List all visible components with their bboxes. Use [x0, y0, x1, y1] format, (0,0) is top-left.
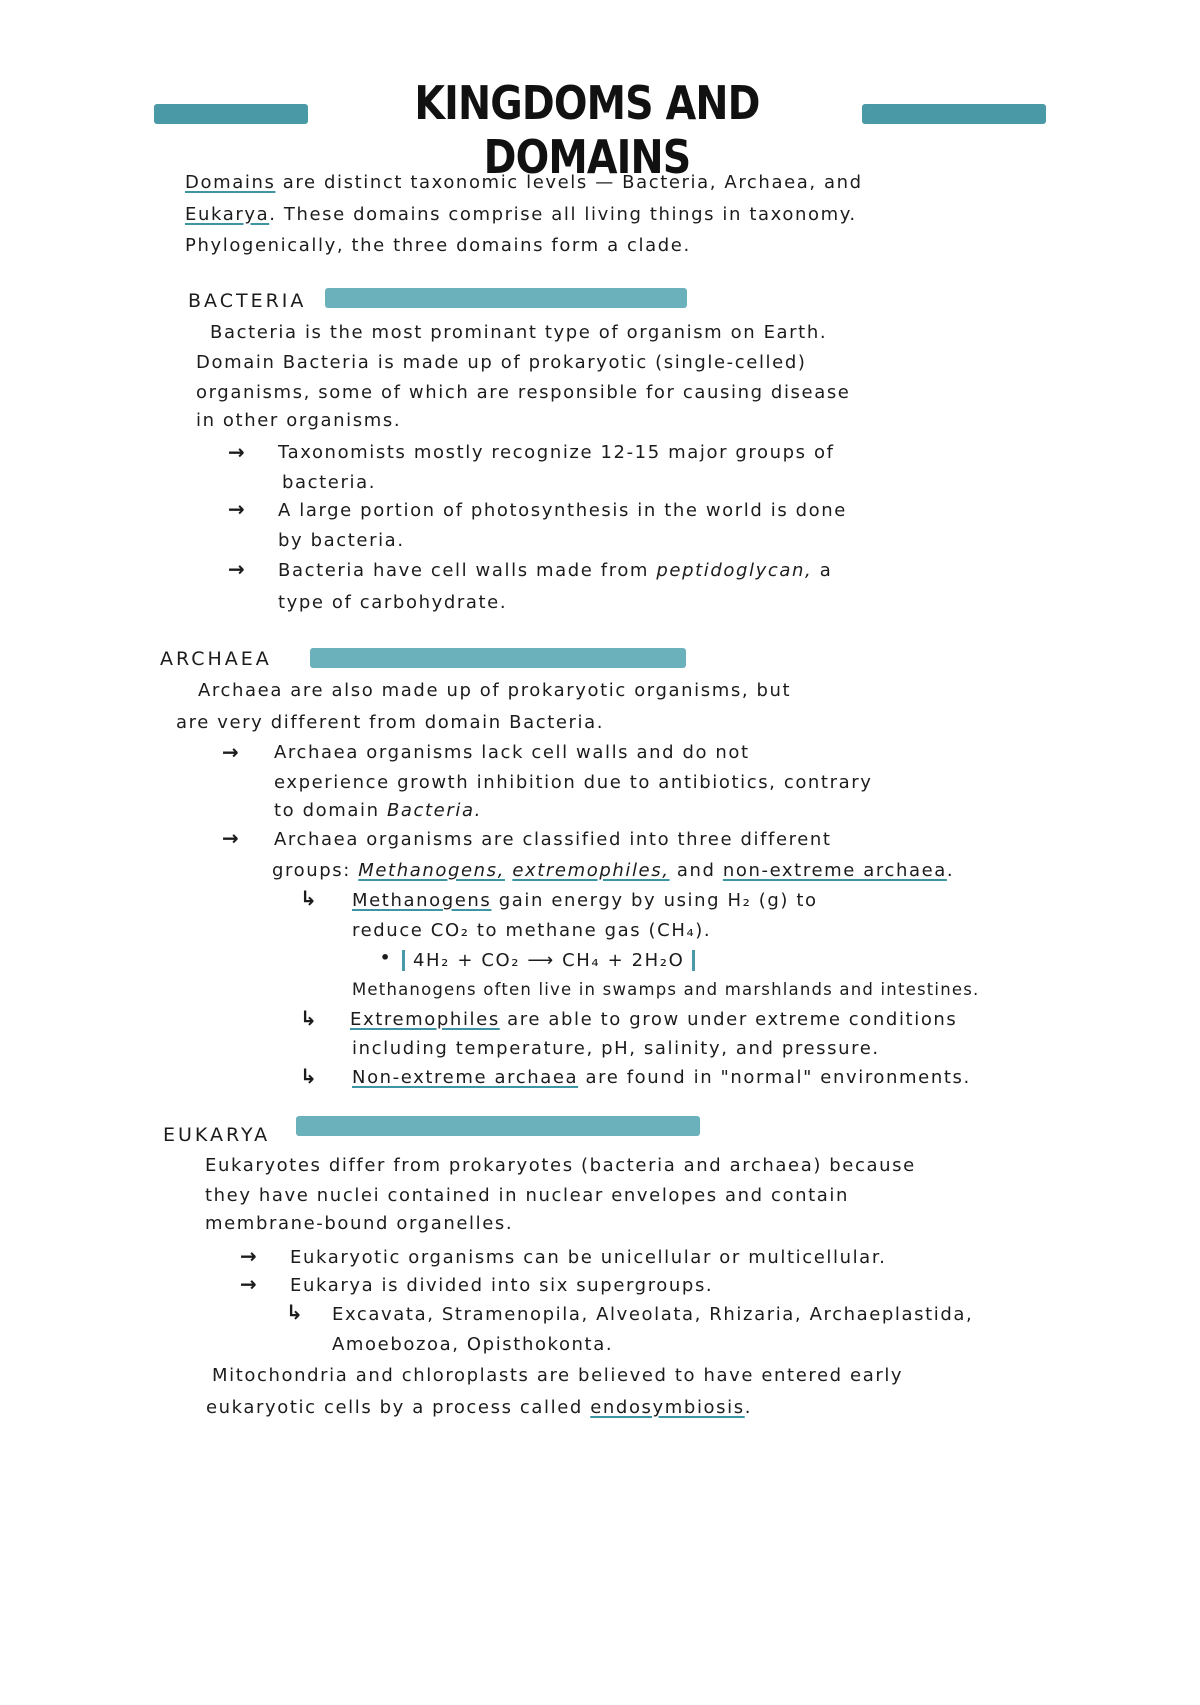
endosymbiosis-term: endosymbiosis [590, 1397, 745, 1418]
domains-term: Domains [185, 172, 276, 193]
arrow-icon: → [222, 826, 239, 850]
bacteria-bullet-2-cont: by bacteria. [278, 530, 405, 551]
eukarya-line: membrane-bound organelles. [205, 1213, 514, 1234]
non-extreme-archaea-link: non-extreme archaea [722, 860, 947, 881]
bullet-icon: • [380, 948, 391, 967]
archaea-line: Archaea are also made up of prokaryotic organisms, but [198, 680, 792, 701]
eukarya-bullet-1: Eukaryotic organisms can be unicellular or multicellular. [290, 1247, 887, 1268]
peptidoglycan-term: peptidoglycan, [656, 560, 813, 581]
archaea-line: are very different from domain Bacteria. [176, 712, 605, 733]
sub-arrow-icon: ↳ [300, 886, 317, 910]
title-highlight-right [862, 104, 1046, 124]
closing-line-2: eukaryotic cells by a process called endosymbiosis. [206, 1397, 753, 1418]
non-extreme-line-1: Non-extreme archaea are found in "normal" environments. [352, 1067, 971, 1088]
intro-line-1: Domains are distinct taxonomic levels — Bacteria, Archaea, and [185, 172, 863, 193]
eukarya-term: Eukarya [185, 204, 270, 225]
bacteria-heading-highlight [325, 288, 687, 308]
archaea-bullet-1-cont: experience growth inhibition due to antibiotics, contrary [274, 772, 873, 793]
sub-arrow-icon: ↳ [286, 1300, 303, 1324]
eukarya-bullet-2: Eukarya is divided into six supergroups. [290, 1275, 714, 1296]
eukarya-line: Eukaryotes differ from prokaryotes (bacteria and archaea) because [205, 1155, 916, 1176]
bacteria-line: Domain Bacteria is made up of prokaryotic (single-celled) [196, 352, 807, 373]
closing-line-1: Mitochondria and chloroplasts are believed to have entered early [212, 1365, 904, 1386]
bacteria-bullet-3-cont: type of carbohydrate. [278, 592, 508, 613]
archaea-bullet-1-cont: to domain Bacteria. [274, 800, 482, 821]
eukarya-heading-highlight [296, 1116, 700, 1136]
methanogenesis-equation: 4H₂ + CO₂ ⟶ CH₄ + 2H₂O [402, 950, 695, 971]
intro-line-2: Eukarya. These domains comprise all living things in taxonomy. [185, 204, 857, 225]
arrow-icon: → [228, 557, 245, 581]
extremophiles-link: extremophiles, [512, 860, 670, 881]
bacteria-bullet-2: A large portion of photosynthesis in the world is done [278, 500, 847, 521]
intro-line-3: Phylogenically, the three domains form a clade. [185, 235, 691, 256]
arrow-icon: → [222, 740, 239, 764]
extremophiles-line-2: including temperature, pH, salinity, and pressure. [352, 1038, 880, 1059]
bacteria-line: in other organisms. [196, 410, 402, 431]
bacteria-line: Bacteria is the most prominant type of organism on Earth. [210, 322, 828, 343]
archaea-groups-line: groups: Methanogens, extremophiles, and non-extreme archaea. [272, 860, 955, 881]
arrow-icon: → [228, 497, 245, 521]
title-highlight-left [154, 104, 308, 124]
archaea-heading-highlight [310, 648, 686, 668]
extremophiles-line-1: Extremophiles are able to grow under extreme conditions [350, 1009, 958, 1030]
sub-arrow-icon: ↳ [300, 1064, 317, 1088]
methanogens-link: Methanogens, [358, 860, 505, 881]
page-title: KINGDOMS AND DOMAINS [414, 76, 760, 184]
bacteria-line: organisms, some of which are responsible for causing disease [196, 382, 851, 403]
bacteria-bullet-3: Bacteria have cell walls made from peptidoglycan, a [278, 560, 833, 581]
bacteria-heading: BACTERIA [188, 290, 307, 312]
bacteria-bullet-1: Taxonomists mostly recognize 12-15 major groups of [278, 442, 835, 463]
methanogens-line-2: reduce CO₂ to methane gas (CH₄). [352, 920, 712, 941]
archaea-heading: ARCHAEA [160, 648, 272, 670]
supergroups-line-1: Excavata, Stramenopila, Alveolata, Rhizaria, Archaeplastida, [332, 1304, 974, 1325]
supergroups-line-2: Amoebozoa, Opisthokonta. [332, 1334, 614, 1355]
archaea-bullet-2: Archaea organisms are classified into three different [274, 829, 832, 850]
arrow-icon: → [240, 1272, 257, 1296]
eukarya-heading: EUKARYA [163, 1124, 271, 1146]
methanogens-line-1: Methanogens gain energy by using H₂ (g) to [352, 890, 818, 911]
arrow-icon: → [240, 1244, 257, 1268]
sub-arrow-icon: ↳ [300, 1006, 317, 1030]
archaea-bullet-1: Archaea organisms lack cell walls and do not [274, 742, 750, 763]
bacteria-bullet-1-cont: bacteria. [282, 472, 377, 493]
eukarya-line: they have nuclei contained in nuclear envelopes and contain [205, 1185, 850, 1206]
methanogens-line-4: Methanogens often live in swamps and marshlands and intestines. [352, 980, 980, 999]
arrow-icon: → [228, 440, 245, 464]
